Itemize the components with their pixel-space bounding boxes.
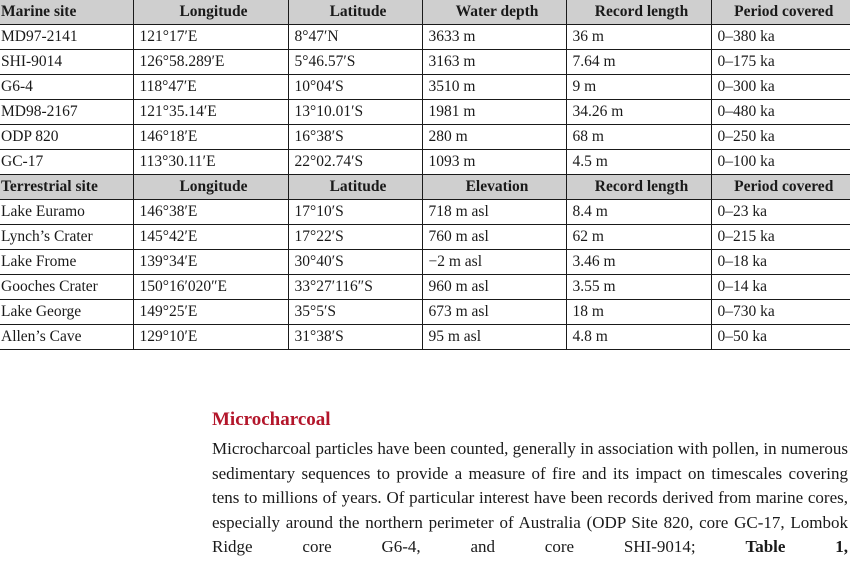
- table-cell: 760 m asl: [422, 225, 566, 250]
- column-header: Latitude: [288, 0, 422, 25]
- marine-header-row: [0, 0, 850, 25]
- table-cell: 0–23 ka: [711, 200, 850, 225]
- table-cell: Gooches Crater: [0, 275, 133, 300]
- microcharcoal-section: [212, 408, 848, 560]
- table-cell: 62 m: [566, 225, 711, 250]
- table-cell: Lake George: [0, 300, 133, 325]
- table-cell: 95 m asl: [422, 325, 566, 350]
- table-cell: MD98-2167: [0, 100, 133, 125]
- table-cell: 3.46 m: [566, 250, 711, 275]
- table-cell: 0–380 ka: [711, 25, 850, 50]
- table-cell: 129°10′E: [133, 325, 288, 350]
- section-paragraph: [212, 437, 848, 560]
- column-header: Marine site: [0, 0, 133, 25]
- column-header: Terrestrial site: [0, 175, 133, 200]
- table-cell: 1093 m: [422, 150, 566, 175]
- column-header: Latitude: [288, 175, 422, 200]
- table-cell: 0–100 ka: [711, 150, 850, 175]
- table-cell: 68 m: [566, 125, 711, 150]
- table-cell: 34.26 m: [566, 100, 711, 125]
- table-cell: 0–14 ka: [711, 275, 850, 300]
- table-row: [0, 75, 850, 100]
- table-cell: 4.5 m: [566, 150, 711, 175]
- column-header: Period covered: [711, 0, 850, 25]
- table-cell: 139°34′E: [133, 250, 288, 275]
- table-cell: GC-17: [0, 150, 133, 175]
- table-cell: 3510 m: [422, 75, 566, 100]
- table-cell: 121°35.14′E: [133, 100, 288, 125]
- table-cell: 150°16′020″E: [133, 275, 288, 300]
- table-cell: 13°10.01′S: [288, 100, 422, 125]
- paragraph-line: derived from marine cores, especially around the northern perimeter of Australia: [212, 488, 848, 532]
- table-cell: 118°47′E: [133, 75, 288, 100]
- terrestrial-header-row: [0, 175, 850, 200]
- column-header: Water depth: [422, 0, 566, 25]
- table-cell: 149°25′E: [133, 300, 288, 325]
- table-cell: Lynch’s Crater: [0, 225, 133, 250]
- table-cell: 8°47′N: [288, 25, 422, 50]
- table-cell: 4.8 m: [566, 325, 711, 350]
- table-row: [0, 50, 850, 75]
- table-cell: 0–730 ka: [711, 300, 850, 325]
- table-cell: 0–50 ka: [711, 325, 850, 350]
- column-header: Record length: [566, 0, 711, 25]
- table-cell: Lake Frome: [0, 250, 133, 275]
- table-cell: 3.55 m: [566, 275, 711, 300]
- table-cell: 0–175 ka: [711, 50, 850, 75]
- table-cell: 31°38′S: [288, 325, 422, 350]
- table-cell: Lake Euramo: [0, 200, 133, 225]
- table-cell: 5°46.57′S: [288, 50, 422, 75]
- table-cell: −2 m asl: [422, 250, 566, 275]
- table-cell: 22°02.74′S: [288, 150, 422, 175]
- table-cell: 17°22′S: [288, 225, 422, 250]
- table-cell: 30°40′S: [288, 250, 422, 275]
- table-cell: 126°58.289′E: [133, 50, 288, 75]
- table-row: [0, 200, 850, 225]
- column-header: Elevation: [422, 175, 566, 200]
- table-row: [0, 325, 850, 350]
- table-cell: 960 m asl: [422, 275, 566, 300]
- table-cell: SHI-9014: [0, 50, 133, 75]
- table-row: [0, 300, 850, 325]
- paragraph-line: Microcharcoal particles have been counted, generally in association with pollen, in: [212, 439, 777, 458]
- table-cell: 9 m: [566, 75, 711, 100]
- column-header: Longitude: [133, 0, 288, 25]
- table-cell: 10°04′S: [288, 75, 422, 100]
- table-reference: Table 1,: [745, 537, 848, 557]
- table-cell: 0–250 ka: [711, 125, 850, 150]
- table-cell: 1981 m: [422, 100, 566, 125]
- table-cell: 33°27′116″S: [288, 275, 422, 300]
- table-cell: Allen’s Cave: [0, 325, 133, 350]
- paragraph-line: numerous sedimentary sequences to provide a measure of fire and its impact on: [212, 439, 849, 483]
- table-cell: 121°17′E: [133, 25, 288, 50]
- table-cell: 146°18′E: [133, 125, 288, 150]
- table-cell: 36 m: [566, 25, 711, 50]
- table-cell: 18 m: [566, 300, 711, 325]
- table-cell: 0–300 ka: [711, 75, 850, 100]
- paragraph-line: (ODP Site 820, core GC-17, Lombok Ridge core G6-4, and core SHI-9014;: [212, 512, 849, 557]
- column-header: Period covered: [711, 175, 850, 200]
- table-cell: 17°10′S: [288, 200, 422, 225]
- table-cell: 8.4 m: [566, 200, 711, 225]
- table-cell: 0–18 ka: [711, 250, 850, 275]
- table-cell: 145°42′E: [133, 225, 288, 250]
- table-cell: 673 m asl: [422, 300, 566, 325]
- table-cell: 3633 m: [422, 25, 566, 50]
- table-cell: 16°38′S: [288, 125, 422, 150]
- table-cell: 113°30.11′E: [133, 150, 288, 175]
- table-row: [0, 25, 850, 50]
- table-cell: MD97-2141: [0, 25, 133, 50]
- table-cell: 3163 m: [422, 50, 566, 75]
- table-cell: 280 m: [422, 125, 566, 150]
- table-cell: ODP 820: [0, 125, 133, 150]
- table-cell: 0–215 ka: [711, 225, 850, 250]
- column-header: Record length: [566, 175, 711, 200]
- table-row: [0, 225, 850, 250]
- table-row: [0, 125, 850, 150]
- table-row: [0, 250, 850, 275]
- table-cell: 0–480 ka: [711, 100, 850, 125]
- table-cell: 35°5′S: [288, 300, 422, 325]
- table-cell: 718 m asl: [422, 200, 566, 225]
- table-row: [0, 100, 850, 125]
- table-row: [0, 150, 850, 175]
- section-heading: Microcharcoal: [212, 409, 331, 430]
- paragraph-line: timescales covering tens to millions of years. Of particular interest have been records: [212, 463, 849, 508]
- table-cell: G6-4: [0, 75, 133, 100]
- table-cell: 146°38′E: [133, 200, 288, 225]
- column-header: Longitude: [133, 175, 288, 200]
- table-cell: 7.64 m: [566, 50, 711, 75]
- table-row: [0, 275, 850, 300]
